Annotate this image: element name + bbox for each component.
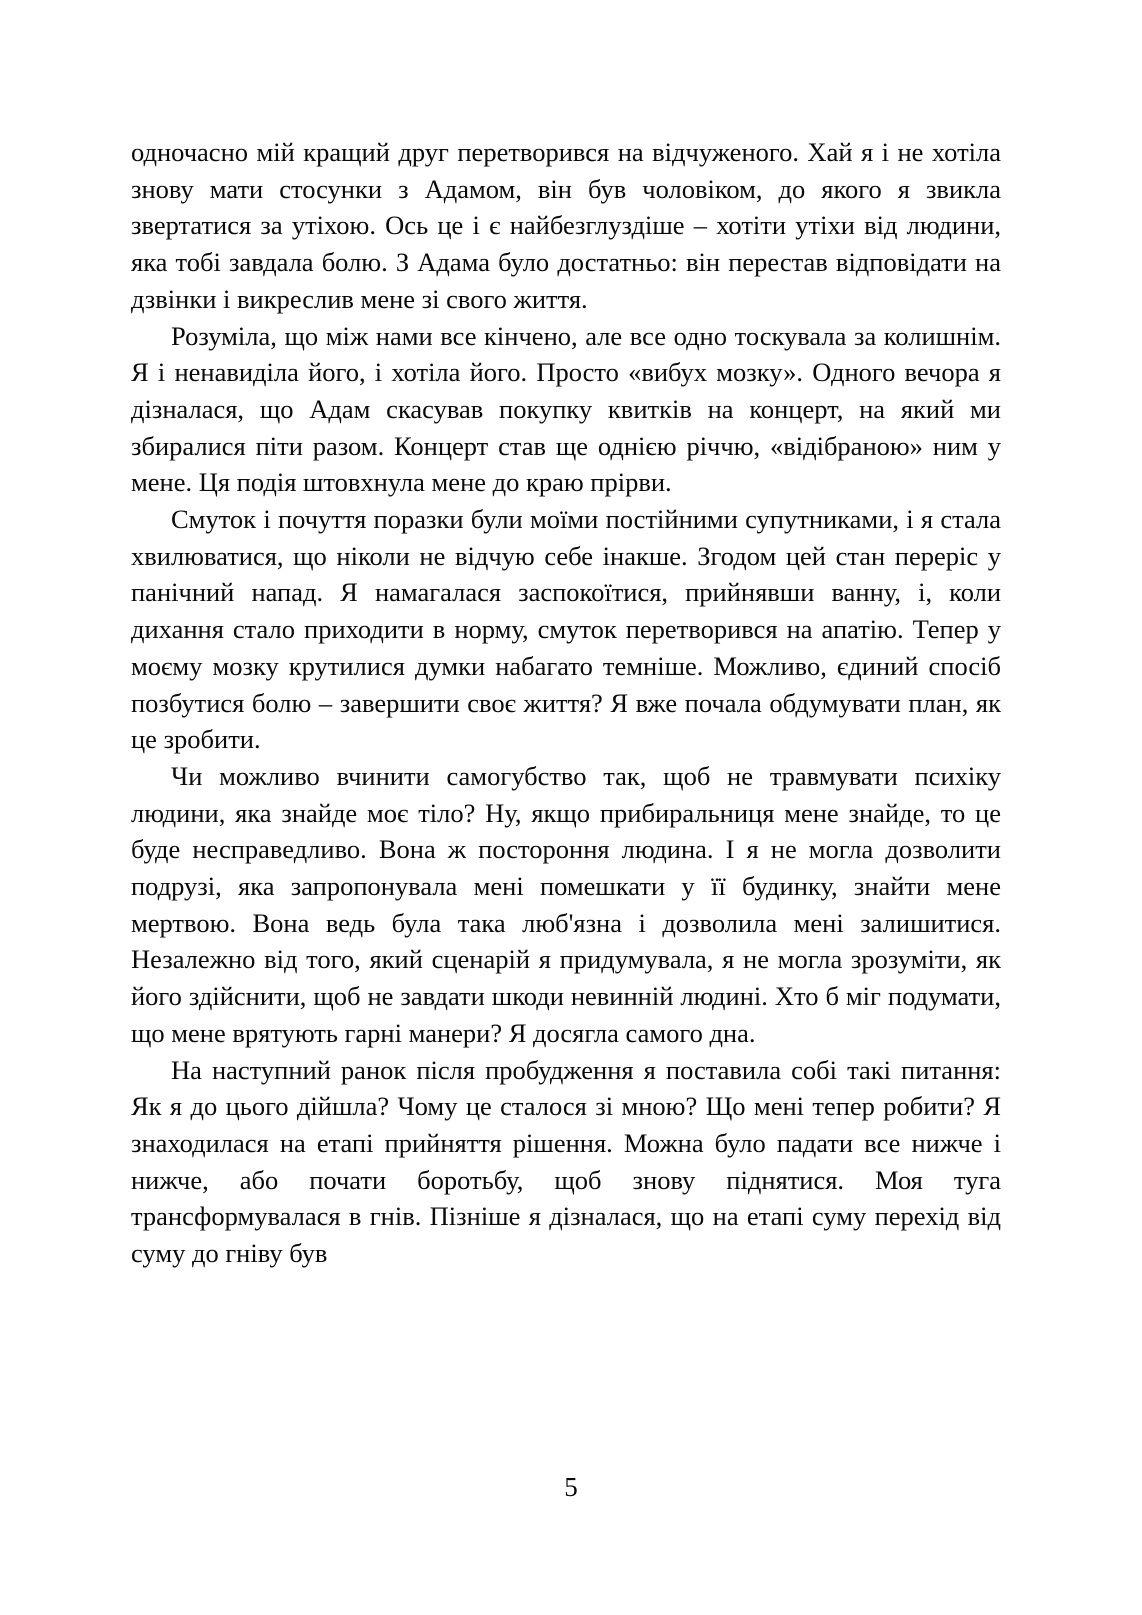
paragraph-4: Чи можливо вчинити самогубство так, щоб не травмувати психіку людини, яка знайде моє тіло? Ну, якщо прибиральниця мене знайде, то це буде несправедливо. Вона ж постороння людина. І я не могла дозволити подрузі, яка запропонувала мені помешкати у її будинку, знайти мене мертвою. Вона ведь була така люб'язна і дозволила мені залишитися. Незалежно від того, який сценарій я придумувала, я не могла зрозуміти, як його здійснити, щоб не завдати шкоди невинній людині. Хто б міг подумати, що мене врятують гарні манери? Я досягла самого дна.: [131, 760, 1001, 1048]
page-number: 5: [564, 1472, 578, 1502]
paragraph-1: одночасно мій кращий друг перетворився на відчуженого. Хай я і не хотіла знову мати стосунки з Адамом, він був чоловіком, до якого я звикла звертатися за утіхою. Ось це і є найбезглуздіше – хотіти утіхи від людини, яка тобі завдала болю. З Адама було достатньо: він перестав відповідати на дзвінки і викреслив мене зі свого життя.: [131, 137, 1001, 314]
page-text-block: [131, 134, 1001, 1272]
paragraph-3: Смуток і почуття поразки були моїми постійними супутниками, і я стала хвилюватися, що ніколи не відчую себе інакше. Згодом цей стан переріс у панічний напад. Я намагалася заспокоїтися, прийнявши ванну, і, коли дихання стало приходити в норму, смуток перетворився на апатію. Тепер у моєму мозку крутилися думки набагато темніше. Можливо, єдиний спосіб позбутися болю – завершити своє життя? Я вже почала обдумувати план, як це зробити.: [131, 504, 1001, 755]
paragraph-5: На наступний ранок після пробудження я поставила собі такі питання: Як я до цього дійшла? Чому це сталося зі мною? Що мені тепер робити? Я знаходилася на етапі прийняття рішення. Можна було падати все нижче і нижче, або почати боротьбу, щоб знову піднятися. Моя туга трансформувалася в гнів. Пізніше я дізналася, що на етапі суму перехід від суму до гніву був: [131, 1054, 1001, 1269]
paragraph-2: Розуміла, що між нами все кінчено, але все одно тоскувала за колишнім. Я і ненавиділа його, і хотіла його. Просто «вибух мозку». Одного вечора я дізналася, що Адам скасував покупку квитків на концерт, на який ми збиралися піти разом. Концерт став ще однією річчю, «відібраною» ним у мене. Ця подія штовхнула мене до краю прірви.: [131, 320, 1001, 498]
